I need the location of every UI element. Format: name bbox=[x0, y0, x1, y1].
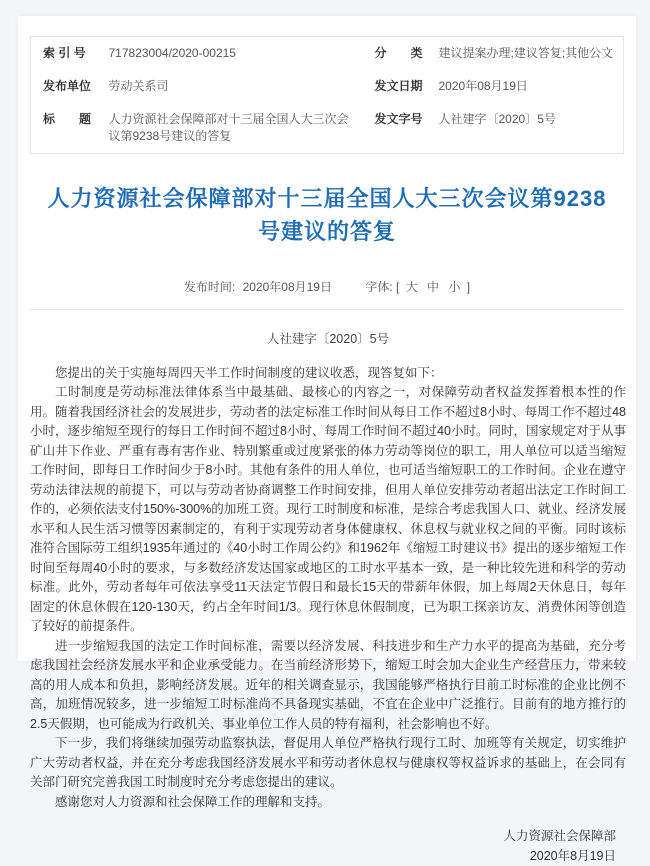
font-size-small-link[interactable]: 小 bbox=[448, 280, 461, 294]
index-number-value: 717823004/2020-00215 bbox=[108, 46, 236, 60]
title-value: 人力资源社会保障部对十三届全国人大三次会议第9238号建议的答复 bbox=[108, 112, 349, 143]
signature-date: 2020年8月19日 bbox=[529, 849, 616, 863]
body-paragraph: 下一步，我们将继续加强劳动监察执法，督促用人单位严格执行现行工时、加班等有关规定，切实维护广大劳动者权益，并在充分考虑我国经济发展水平和劳动者休息权与健康权等权益诉求的基础上，在会同有关部门研究完善我国工时制度时充分考虑您提出的建议。 bbox=[30, 736, 626, 789]
doc-number: 人社建字〔2020〕5号 bbox=[266, 332, 390, 346]
body-paragraph: 进一步缩短我国的法定工作时间标准，需要以经济发展、科技进步和生产力水平的提高为基础，充分考虑我国社会经济发展水平和企业承受能力。在当前经济形势下，缩短工时会加大企业生产经营压力，带来较高的用人成本和负担，影响经济发展。近年的相关调查显示，我国能够严格执行目前工时标准的企业比例不高，加班情况较多，进一步缩短工时标准尚不具备现实基础，不宜在企业中广泛推行。目前有的地方推行的2.5天假期，也可能成为行政机关、事业单位工作人员的特有福利，社会影响也不好。 bbox=[30, 638, 626, 731]
signature-block bbox=[30, 826, 626, 866]
body-paragraph: 感谢您对人力资源和社会保障工作的理解和支持。 bbox=[55, 794, 331, 809]
document-info-table bbox=[30, 36, 624, 154]
category-value: 建议提案办理;建议答复;其他公文 bbox=[438, 46, 614, 60]
issue-date-value: 2020年08月19日 bbox=[438, 79, 528, 93]
issue-date-label: 发文日期 bbox=[374, 79, 423, 93]
doc-symbol-value: 人社建字〔2020〕5号 bbox=[438, 112, 556, 126]
issuing-unit-label: 发布单位 bbox=[43, 79, 92, 93]
index-number-label: 索 引 号 bbox=[43, 46, 86, 60]
body-paragraph: 工时制度是劳动标准法律体系当中最基础、最核心的内容之一，对保障劳动者权益发挥着根本性的作用。随着我国经济社会的发展进步，劳动者的法定标准工作时间从每日工作不超过8小时、每周工作不超过48小时，逐步缩短至现行的每日工作时间不超过8小时、每周工作时间不超过40小时。同时，国家规定对于从事矿山井下作业、严重有毒有害作业、特别繁重或过度紧张的体力劳动等岗位的职工，用人单位可以适当缩短工作时间，即每日工作时间少于8小时。其他有条件的用人单位，也可适当缩短职工的工作时间。企业在遵守劳动法律法规的前提下，可以与劳动者协商调整工作时间安排，但用人单位安排劳动者超出法定工作时间工作的，必须依法支付150%-300%的加班工资。现行工时制度和标准，是综合考虑我国人口、就业、经济发展水平和人民生活习惯等因素制定的，有利于实现劳动者身体健康权、休息权与就业权之间的平衡。同时该标准符合国际劳工组织1935年通过的《40小时工作周公约》和1962年《缩短工时建议书》提出的逐步缩短工作时间至每周40小时的要求，与多数经济发达国家或地区的工时水平基本一致，是一种比较先进和科学的劳动标准。此外，劳动者每年可依法享受11天法定节假日和最长15天的带薪年休假，加上每周2天休息日，每年固定的休息休假在120-130天，约占全年时间1/3。现行休息休假制度，已为职工探亲访友、消费休闲等创造了较好的前提条件。 bbox=[30, 385, 626, 633]
table-row bbox=[31, 37, 624, 71]
font-selector-label: 字体: [ bbox=[365, 280, 400, 294]
table-row bbox=[31, 103, 624, 154]
signature-name: 人力资源社会保障部 bbox=[503, 829, 616, 843]
issuing-unit-value: 劳动关系司 bbox=[108, 79, 169, 93]
font-selector-label-close: ] bbox=[466, 280, 471, 294]
title-label: 标 题 bbox=[43, 112, 92, 126]
body-paragraph: 您提出的关于实施每周四天半工作时间制度的建议收悉，现答复如下： bbox=[55, 365, 443, 380]
doc-symbol-label: 发文字号 bbox=[374, 112, 423, 126]
publish-meta-line bbox=[18, 278, 636, 295]
page-title: 人力资源社会保障部对十三届全国人大三次会议第9238号建议的答复 bbox=[47, 186, 607, 244]
font-size-large-link[interactable]: 大 bbox=[405, 280, 418, 294]
font-size-medium-link[interactable]: 中 bbox=[427, 280, 440, 294]
category-label: 分 类 bbox=[374, 46, 423, 60]
publish-time-label: 发布时间: bbox=[183, 280, 236, 294]
page-card bbox=[18, 16, 636, 863]
document-body bbox=[18, 310, 636, 866]
font-size-selector bbox=[365, 280, 470, 294]
table-row bbox=[31, 70, 624, 103]
publish-date: 2020年08月19日 bbox=[242, 280, 332, 294]
